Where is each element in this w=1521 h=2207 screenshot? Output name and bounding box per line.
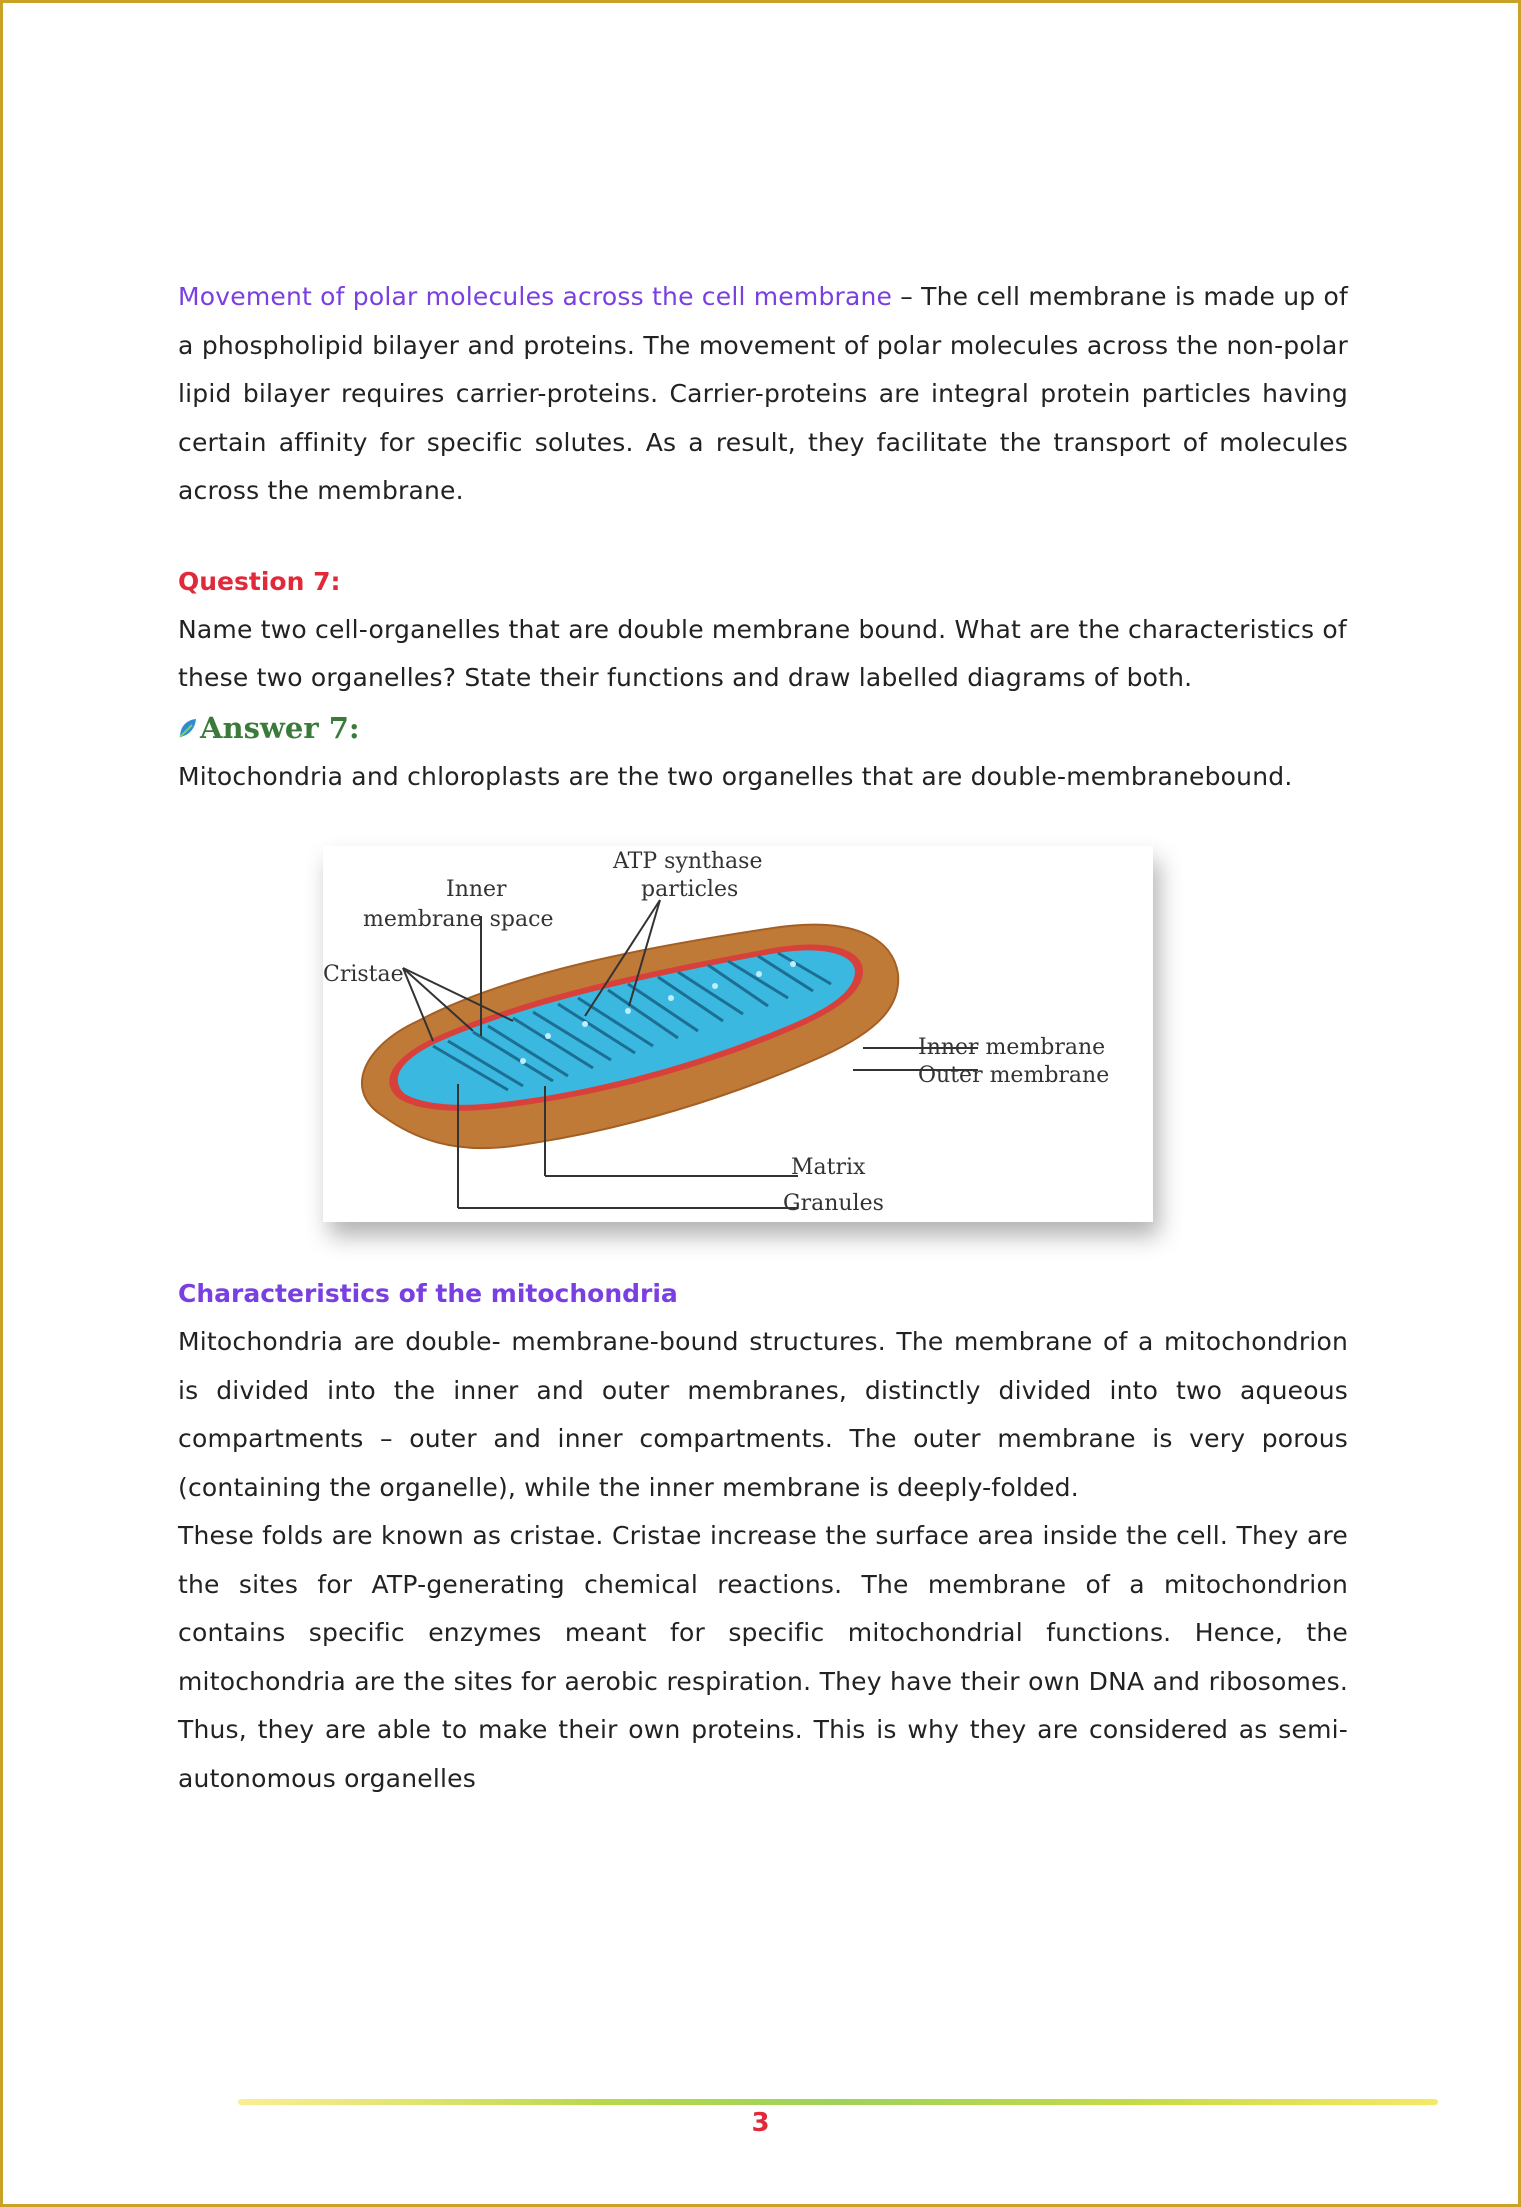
- transport-text: – The cell membrane is made up of a phospholipid bilayer and proteins. The movement of polar molecules across the non-polar lipid bilayer requires carrier-proteins. Carrier-proteins are integral protein particles having certain affinity for specific solutes. As a result, they facilitate the transport of molecules across the membrane.: [178, 282, 1349, 505]
- mito-paragraph-1: Mitochondria are double- membrane-bound structures. The membrane of a mitochondrion is divided into the inner and outer membranes, distinctly divided into two aqueous compartments – outer and inner compartments. The outer membrane is very porous (containing the organelle), while the inner membrane is deeply-folded.: [178, 1327, 1348, 1502]
- answer-heading-row: [178, 703, 1348, 753]
- transport-lead: Movement of polar molecules across the cell membrane: [178, 282, 893, 311]
- label-inner-membrane: Inner membrane: [918, 1035, 1106, 1060]
- page-content: [178, 273, 1348, 1803]
- answer-heading: Answer 7:: [200, 710, 360, 745]
- label-inner-space-2: membrane space: [363, 907, 554, 932]
- label-atp-1: ATP synthase: [613, 849, 763, 874]
- transport-paragraph: [178, 273, 1348, 516]
- label-granules: Granules: [783, 1191, 884, 1216]
- mito-paragraph-2: These folds are known as cristae. Cristae increase the surface area inside the cell. They are the sites for ATP-generating chemical reactions. The membrane of a mitochondrion contains specific enzymes meant for specific mitochondrial functions. Hence, the mitochondria are the sites for aerobic respiration. They have their own DNA and ribosomes. Thus, they are able to make their own proteins. This is why they are considered as semi-autonomous organelles: [178, 1521, 1348, 1793]
- mitochondrion-svg: [323, 846, 1153, 1222]
- page-number: 3: [751, 2108, 770, 2138]
- leaf-icon: [178, 717, 198, 739]
- label-matrix: Matrix: [791, 1155, 866, 1180]
- footer-divider: [238, 2097, 1438, 2107]
- question-heading: Question 7:: [178, 566, 341, 596]
- label-inner-space-1: Inner: [446, 877, 507, 902]
- mitochondrion-diagram: [323, 846, 1153, 1222]
- question-text: Name two cell-organelles that are double membrane bound. What are the characteristics of these two organelles? State their functions and draw labelled diagrams of both.: [178, 614, 1347, 692]
- label-cristae: Cristae: [323, 962, 404, 987]
- answer-text: Mitochondria and chloroplasts are the two organelles that are double-membranebound.: [178, 761, 1293, 791]
- label-atp-2: particles: [641, 877, 739, 902]
- mito-heading: Characteristics of the mitochondria: [178, 1279, 678, 1308]
- label-outer-membrane: Outer membrane: [918, 1063, 1110, 1088]
